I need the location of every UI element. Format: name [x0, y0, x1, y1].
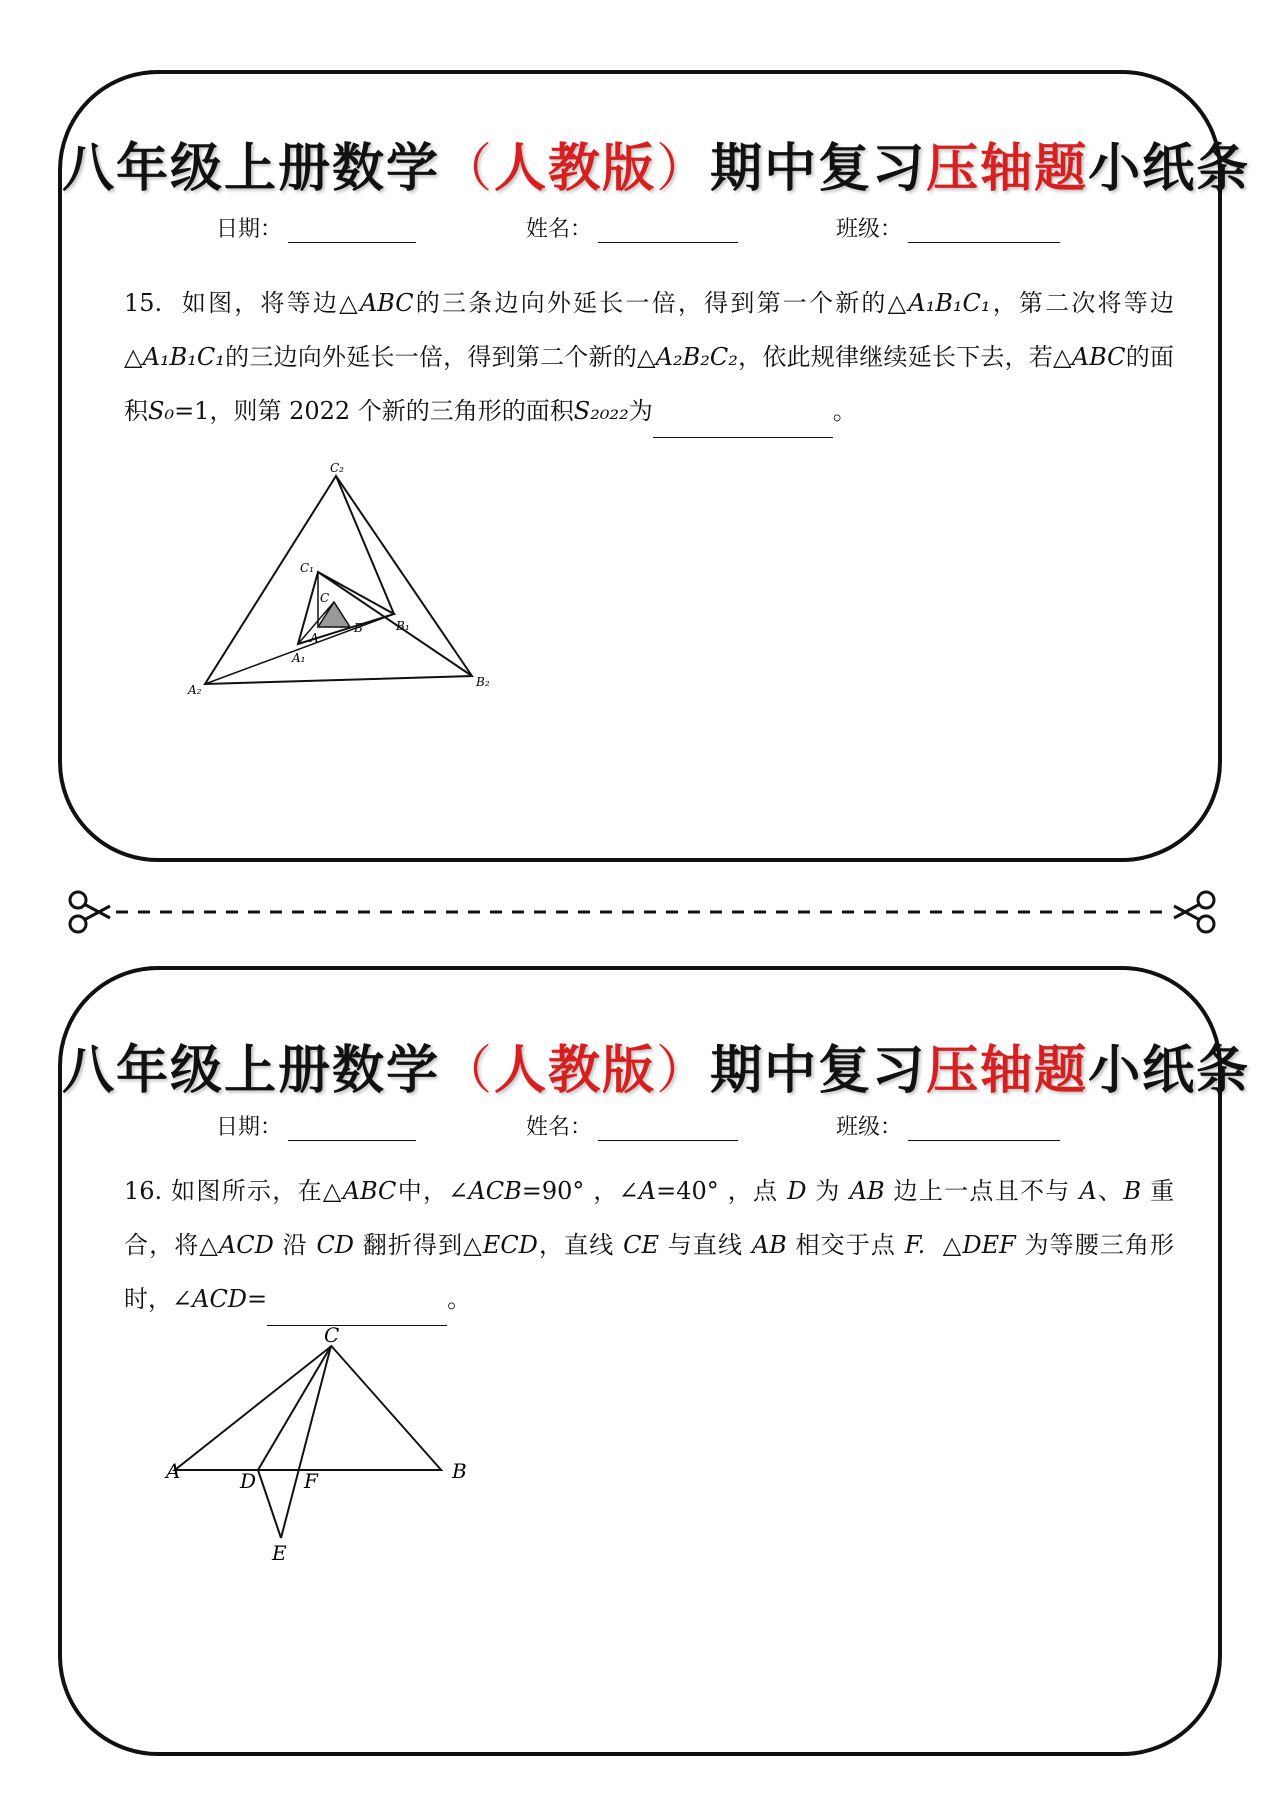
math: D [787, 1177, 807, 1205]
text: 边上一点且不与 [893, 1177, 1071, 1205]
text: 的三边向外延长一倍，得到第二个新的△ [224, 343, 656, 371]
cut-line [62, 882, 1222, 942]
text: ，直线 [537, 1231, 615, 1259]
math: =40° [656, 1177, 719, 1205]
date-field[interactable] [216, 212, 416, 243]
figure-folded-triangle [122, 1323, 482, 1596]
math: S₀ [148, 397, 175, 425]
math: ABC [342, 1177, 397, 1205]
text: ，依此规律继续延长下去，若△ [737, 343, 1072, 371]
class-field[interactable] [836, 212, 1060, 243]
math: ACD [218, 1231, 274, 1259]
name-blank[interactable] [598, 1116, 738, 1141]
title-part: 期中复习 [710, 1040, 927, 1101]
text: 与直线 [667, 1231, 744, 1259]
text: 重合，将△ [124, 1177, 1175, 1259]
text: △ [942, 1231, 963, 1259]
card-title [62, 1028, 1251, 1103]
text: ，点 [727, 1177, 779, 1205]
card-title [62, 126, 1251, 201]
label-b1: B₁ [396, 619, 410, 633]
class-label: 班级： [836, 217, 903, 242]
label-b: B [452, 1459, 467, 1483]
label-d: D [240, 1469, 257, 1493]
text: 。 [447, 1285, 472, 1313]
date-field[interactable] [216, 1110, 416, 1141]
math: =1 [174, 397, 210, 425]
label-a: A [310, 631, 319, 645]
triangle-abc [175, 1346, 441, 1470]
scissors-icon [1174, 892, 1214, 932]
info-fields [62, 1110, 1218, 1150]
problem-text [124, 276, 1174, 438]
text: 翻折得到△ [362, 1231, 483, 1259]
math: S₂₀₂₂ [573, 397, 629, 425]
figure-triangles [122, 444, 490, 724]
answer-blank[interactable] [653, 407, 833, 438]
label-f: F [304, 1469, 318, 1493]
title-paren: （ [440, 1041, 495, 1101]
title-paren: （ [440, 139, 495, 199]
class-label: 班级： [836, 1115, 903, 1140]
class-blank[interactable] [908, 1116, 1060, 1141]
problem-number: 16. [124, 1177, 163, 1205]
math: ABC [1071, 343, 1126, 371]
text: 中，∠ [396, 1177, 469, 1205]
title-highlight: 压轴题 [926, 138, 1089, 199]
text: 相交于点 [795, 1231, 896, 1259]
math: A [638, 1177, 657, 1205]
title-part: 八年级上册数学 [62, 1040, 441, 1101]
math: AB [751, 1231, 787, 1259]
label-c2: C₂ [330, 461, 344, 475]
label-c1: C₁ [300, 561, 314, 575]
text: = [247, 1285, 268, 1313]
name-label: 姓名： [526, 1115, 593, 1140]
line-c2-b1 [336, 476, 394, 614]
label-a: A [166, 1459, 181, 1483]
label-b2: B₂ [476, 675, 490, 689]
class-blank[interactable] [908, 218, 1060, 243]
label-c: C [320, 591, 330, 605]
class-field[interactable] [836, 1110, 1060, 1141]
text: ，第二次将等边△ [124, 289, 1174, 371]
date-blank[interactable] [288, 218, 416, 243]
title-part: 期中复习 [710, 138, 927, 199]
label-a1: A₁ [292, 651, 306, 665]
text: 如图所示，在△ [171, 1177, 343, 1205]
title-paren: ） [656, 139, 711, 199]
text: 。 [832, 397, 857, 425]
title-part: 八年级上册数学 [62, 138, 441, 199]
math: ABC [359, 289, 414, 317]
text: 为等腰三角形时，∠ [124, 1231, 1175, 1313]
label-e: E [272, 1541, 287, 1565]
text: ，∠ [593, 1177, 639, 1205]
info-fields [62, 212, 1218, 252]
date-label: 日期： [216, 1115, 283, 1140]
text: 的面积 [124, 343, 1174, 425]
title-edition: 人教版 [494, 138, 657, 199]
math: CE [623, 1231, 659, 1259]
name-field[interactable] [526, 212, 738, 243]
math: DEF [962, 1231, 1016, 1259]
math: ACB [468, 1177, 522, 1205]
problem-card-16 [58, 966, 1251, 1756]
name-blank[interactable] [598, 218, 738, 243]
date-label: 日期： [216, 217, 283, 242]
label-b: B [354, 621, 363, 635]
math: A₁B₁C₁ [908, 289, 991, 317]
title-part: 小纸条 [1088, 138, 1251, 199]
math: ECD [482, 1231, 538, 1259]
text: 沿 [282, 1231, 308, 1259]
name-label: 姓名： [526, 217, 593, 242]
text: 、 [1096, 1177, 1124, 1205]
triangle-a2b2c2 [205, 476, 472, 684]
math: F. [904, 1231, 926, 1259]
title-part: 小纸条 [1088, 1040, 1251, 1101]
math: =90° [521, 1177, 585, 1205]
scissors-icon [70, 892, 110, 932]
label-a2: A₂ [188, 683, 202, 697]
math: A₂B₂C₂ [655, 343, 738, 371]
label-c: C [324, 1323, 340, 1347]
line-d-e [258, 1470, 281, 1538]
math: ACD [192, 1285, 248, 1313]
math: CD [316, 1231, 355, 1259]
name-field[interactable] [526, 1110, 738, 1141]
problem-number: 15. [124, 289, 163, 317]
line-a2-b1 [205, 614, 394, 684]
answer-blank[interactable] [267, 1295, 447, 1326]
text: 如图，将等边△ [181, 289, 360, 317]
text: 为 [815, 1177, 841, 1205]
line-c-d [258, 1346, 331, 1470]
date-blank[interactable] [288, 1116, 416, 1141]
math: AB [849, 1177, 885, 1205]
problem-card-15 [58, 70, 1251, 862]
title-highlight: 压轴题 [926, 1040, 1089, 1101]
text: 为 [628, 397, 653, 425]
line-c-e [281, 1346, 331, 1538]
math: B [1123, 1177, 1142, 1205]
problem-text [124, 1164, 1174, 1326]
text: ，则第 2022 个新的三角形的面积 [209, 397, 574, 425]
math: A₁B₁C₁ [142, 343, 225, 371]
text: 的三条边向外延长一倍，得到第一个新的△ [413, 289, 909, 317]
math: A [1079, 1177, 1097, 1205]
title-paren: ） [656, 1041, 711, 1101]
title-edition: 人教版 [494, 1040, 657, 1101]
